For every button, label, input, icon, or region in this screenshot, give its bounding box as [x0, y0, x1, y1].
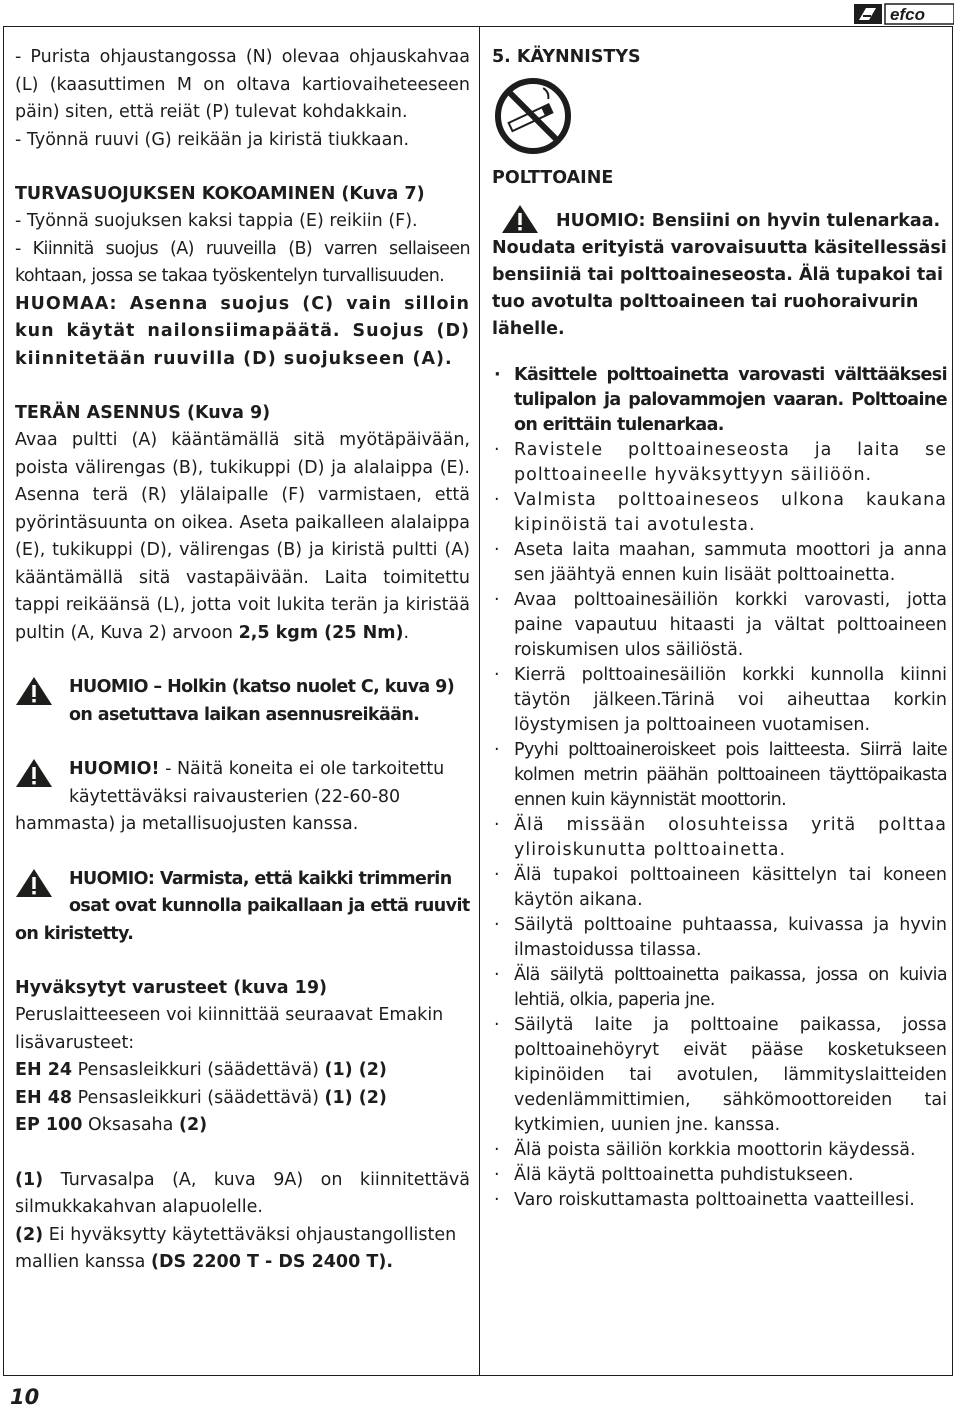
list-item: · Aseta laita maahan, sammuta moottori ja anna sen jäähtyä ennen kuin lisäät polttoainetta.	[492, 538, 947, 588]
list-item: · Varo roiskuttamasta polttoainetta vaatteillesi.	[492, 1188, 947, 1213]
accessory-note-1: (1) Turvasalpa (A, kuva 9A) on kiinnitettävä silmukkakahvan alapuolelle.	[15, 1169, 470, 1217]
guard-step: - Työnnä suojuksen kaksi tappia (E) reikiin (F).	[15, 211, 418, 231]
list-item: · Älä tupakoi polttoaineen käsittelyn tai koneen käytön aikana.	[492, 863, 947, 913]
accessory-item: EH 24 Pensasleikkuri (säädettävä) (1) (2)	[15, 1060, 387, 1080]
list-item: · Säilytä laite ja polttoaine paikassa, jossa polttoainehöyryt eivät pääse kosketukseen kipinöiden tai avotulen, lämmityslaitteiden vedenlämmittimien, sähkömoottoreiden tai kytkimien, uunien jne. kanssa.	[492, 1013, 947, 1138]
column-divider	[479, 26, 480, 1376]
blade-body: Avaa pultti (A) kääntämällä sitä myötäpäivään, poista välirengas (B), tukikuppi (D) ja alalaippa (E). Asenna terä (R) ylälaipalle (F) varmistaen, että pyörintäsuunta on oikea. Aseta paikalleen alalaippa (E), tukikuppi (D), välirengas (B) ja kiristä pultti (A) kääntämällä sitä vastapäivään. Laita toimitettu tappi reikäänsä (L), jotta voit lukita terän ja kiristää pultin (A, Kuva 2) arvoon 2,5 kgm (25 Nm).	[15, 430, 470, 643]
list-item: · Ravistele polttoaineseosta ja laita se polttoaineelle hyväksyttyyn säiliöön.	[492, 438, 947, 488]
accessories-title: Hyväksytyt varusteet (kuva 19)	[15, 978, 328, 998]
list-item: · Avaa polttoainesäiliön korkki varovasti, jotta paine vapautuu hitaasti ja vältat polttoaineen roiskumisen ulos säiliöstä.	[492, 588, 947, 663]
accessory-item: EH 48 Pensasleikkuri (säädettävä) (1) (2)	[15, 1087, 387, 1108]
list-item: · Valmista polttoaineseos ulkona kaukana kipinöistä tai avotulesta.	[492, 488, 947, 538]
list-item: · Älä käytä polttoainetta puhdistukseen.	[492, 1163, 947, 1188]
warning-holkki: HUOMIO – Holkin (katso nuolet C, kuva 9) on asetuttava laikan asennusreikään.	[15, 674, 470, 729]
page-number: 10	[10, 1385, 40, 1409]
list-item: · Älä poista säiliön korkkia moottorin käydessä.	[492, 1138, 947, 1163]
fuel-title: POLTTOAINE	[492, 168, 614, 188]
left-column	[15, 44, 470, 1277]
list-item: · Älä missään olosuhteissa yritä polttaa yliroiskunutta polttoainetta.	[492, 813, 947, 863]
svg-text:efco: efco	[890, 5, 925, 24]
brand-logo	[854, 2, 954, 26]
guard-step: - Kiinnitä suojus (A) ruuveilla (B) varren sellaiseen kohtaan, jossa se takaa työskentelyn turvallisuuden.	[15, 238, 470, 286]
accessories-intro: Peruslaitteeseen voi kiinnittää seuraavat Emakin lisävarusteet:	[15, 1005, 444, 1053]
list-item: · Pyyhi polttoaineroiskeet pois laitteesta. Siirrä laite kolmen metrin päähän polttoaineen täyttöpaikasta ennen kuin käynnistät moottorin.	[492, 738, 947, 813]
list-item: · Käsittele polttoainetta varovasti välttääksesi tulipalon ja palovammojen vaaran. Polttoaine on erittäin tulenarkaa.	[492, 363, 947, 438]
section-title: 5. KÄYNNISTYS	[492, 47, 641, 67]
accessory-item: EP 100 Oksasaha (2)	[15, 1115, 208, 1135]
warning-triangle-icon	[15, 758, 53, 788]
fuel-safety-list	[492, 363, 947, 1213]
guard-title: TURVASUOJUKSEN KOKOAMINEN (Kuva 7)	[15, 184, 425, 204]
warning-parts: HUOMIO: Varmista, että kaikki trimmerin osat ovat kunnolla paikallaan ja että ruuvit on kiristetty.	[15, 868, 470, 944]
warning-triangle-icon	[15, 868, 53, 898]
warning-blades: HUOMIO! - Näitä koneita ei ole tarkoitettu käytettäväksi raivausterien (22-60-80 hammasta) ja metallisuojusten kanssa.	[15, 759, 445, 834]
efco-logo-icon	[854, 3, 954, 25]
right-column	[492, 44, 947, 1213]
fuel-warning: HUOMIO: Bensiini on hyvin tulenarkaa. Noudata erityistä varovaisuutta käsitellessäsi bensiiniä tai polttoaineseosta. Älä tupakoi tai tuo avotulta polttoaineen tai ruohoraivurin lähelle.	[492, 208, 947, 343]
list-item: · Älä säilytä polttoainetta paikassa, jossa on kuivia lehtiä, olkia, paperia jne.	[492, 963, 947, 1013]
warning-triangle-icon	[500, 204, 540, 234]
blade-title: TERÄN ASENNUS (Kuva 9)	[15, 403, 271, 423]
torque-value: 2,5 kgm (25 Nm)	[238, 622, 404, 643]
guard-note: HUOMAA: Asenna suojus (C) vain silloin kun käytät nailonsiimapäätä. Suojus (D) kiinnitetään ruuvilla (D) suojukseen (A).	[15, 293, 470, 369]
warning-triangle-icon	[15, 676, 53, 706]
list-item: · Säilytä polttoaine puhtaassa, kuivassa ja hyvin ilmastoidussa tilassa.	[492, 913, 947, 963]
no-smoking-icon	[494, 77, 947, 159]
list-item: · Kierrä polttoainesäiliön korkki kunnolla kiinni täytön jälkeen.Tärinä voi aiheuttaa korkin löystymisen ja polttoaineen vuotamisen.	[492, 663, 947, 738]
assembly-step: - Purista ohjaustangossa (N) olevaa ohjauskahvaa (L) (kaasuttimen M on oltava kartiovaiheteeseen päin) siten, että reiät (P) tulevat kohdakkain.	[15, 47, 470, 122]
accessory-note-2: (2) Ei hyväksytty käytettäväksi ohjaustangollisten mallien kanssa (DS 2200 T - DS 2400 T).	[15, 1224, 457, 1272]
assembly-step: - Työnnä ruuvi (G) reikään ja kiristä tiukkaan.	[15, 129, 410, 150]
